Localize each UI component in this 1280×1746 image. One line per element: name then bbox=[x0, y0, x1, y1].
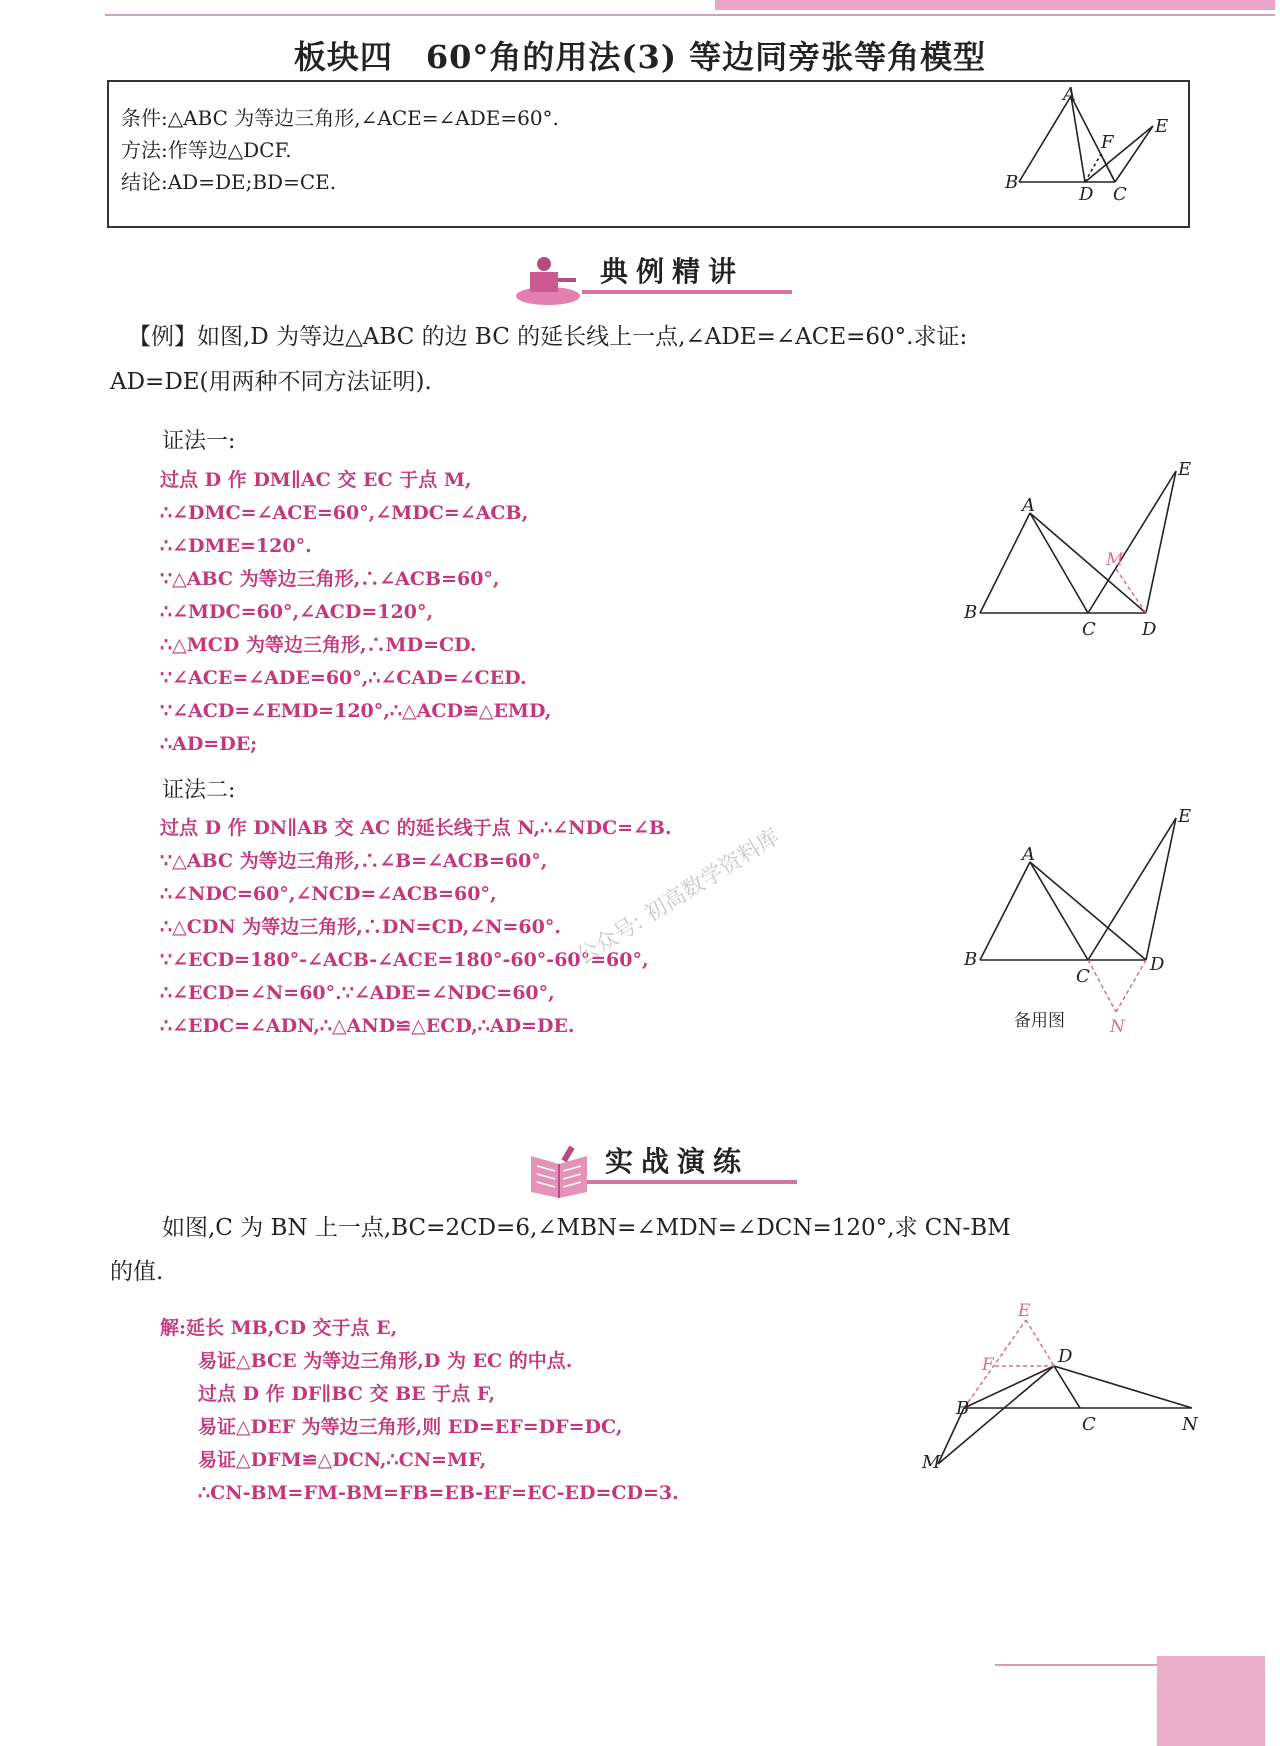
proof1-step: ∴∠DME=120°. bbox=[160, 535, 312, 557]
solution-label-m: M bbox=[922, 1452, 941, 1470]
practice-line-2: 的值. bbox=[110, 1259, 164, 1285]
summary-label-c: C bbox=[1113, 184, 1127, 205]
example-line-1: 【例】如图,D 为等边△ABC 的边 BC 的延长线上一点,∠ADE=∠ACE=60°.求证: bbox=[128, 324, 968, 350]
proof2-label-n: N bbox=[1110, 1017, 1125, 1037]
top-decor-band bbox=[105, 0, 1275, 16]
proof1-label: 证法一: bbox=[162, 429, 236, 454]
proof2-step: ∵△ABC 为等边三角形,∴∠B=∠ACB=60°, bbox=[160, 850, 548, 872]
proof1-label-b: B bbox=[964, 602, 978, 623]
proof1-label-d: D bbox=[1142, 619, 1157, 640]
teacher-desk-icon bbox=[510, 250, 590, 310]
section-title-examples: 典例精讲 bbox=[600, 255, 745, 288]
proof2-step: ∴∠ECD=∠N=60°.∵∠ADE=∠NDC=60°, bbox=[160, 982, 555, 1004]
proof1-label-c: C bbox=[1082, 619, 1096, 640]
proof2-figure-caption: 备用图 bbox=[1014, 1011, 1065, 1031]
proof1-step: ∴∠DMC=∠ACE=60°,∠MDC=∠ACB, bbox=[160, 502, 529, 524]
solution-figure bbox=[920, 1300, 1210, 1470]
section-title-practice: 实战演练 bbox=[605, 1145, 750, 1178]
proof1-figure bbox=[950, 455, 1210, 650]
book-icon bbox=[525, 1142, 595, 1200]
summary-label-a: A bbox=[1063, 86, 1076, 105]
proof1-step: ∵∠ACD=∠EMD=120°,∴△ACD≌△EMD, bbox=[160, 700, 552, 722]
summary-conditions: 条件:△ABC 为等边三角形,∠ACE=∠ADE=60°. bbox=[121, 106, 559, 130]
proof1-step: ∴AD=DE; bbox=[160, 733, 258, 755]
proof2-figure bbox=[950, 800, 1210, 1040]
summary-label-f: F bbox=[1101, 132, 1114, 153]
summary-method: 方法:作等边△DCF. bbox=[121, 138, 292, 162]
watermark: 公众号: 初高数学资料库 bbox=[572, 824, 785, 970]
model-summary-box bbox=[107, 80, 1190, 228]
solution-step: 易证△DFM≌△DCN,∴CN=MF, bbox=[198, 1449, 487, 1471]
solution-label-f: F bbox=[982, 1355, 994, 1375]
page-title: 板块四 60°角的用法(3) 等边同旁张等角模型 bbox=[293, 38, 987, 76]
proof1-label-a: A bbox=[1022, 495, 1035, 516]
solution-label-d: D bbox=[1058, 1346, 1073, 1367]
proof2-label-b: B bbox=[964, 949, 978, 970]
proof2-label-a: A bbox=[1022, 844, 1035, 865]
proof2-step: ∴△CDN 为等边三角形,∴DN=CD,∠N=60°. bbox=[160, 916, 561, 938]
proof1-step: ∵∠ACE=∠ADE=60°,∴∠CAD=∠CED. bbox=[160, 667, 527, 689]
proof2-step: 过点 D 作 DN∥AB 交 AC 的延长线于点 N,∴∠NDC=∠B. bbox=[160, 817, 672, 839]
solution-label-c: C bbox=[1082, 1414, 1096, 1435]
solution-label-e: E bbox=[1018, 1301, 1031, 1321]
proof1-step: ∴△MCD 为等边三角形,∴MD=CD. bbox=[160, 634, 477, 656]
proof2-label-c: C bbox=[1076, 966, 1090, 987]
summary-label-e: E bbox=[1155, 116, 1169, 137]
practice-line-1: 如图,C 为 BN 上一点,BC=2CD=6,∠MBN=∠MDN=∠DCN=120°,求 CN-BM bbox=[162, 1215, 1011, 1241]
summary-conclusion: 结论:AD=DE;BD=CE. bbox=[121, 170, 337, 194]
section-header-examples bbox=[510, 250, 800, 310]
proof2-step: ∴∠NDC=60°,∠NCD=∠ACB=60°, bbox=[160, 883, 497, 905]
example-line-2: AD=DE(用两种不同方法证明). bbox=[110, 369, 432, 395]
summary-label-b: B bbox=[1005, 172, 1019, 193]
solution-label-n: N bbox=[1182, 1414, 1198, 1435]
solution-step: 易证△BCE 为等边三角形,D 为 EC 的中点. bbox=[198, 1350, 573, 1372]
proof1-label-m: M bbox=[1106, 550, 1124, 570]
summary-label-d: D bbox=[1079, 184, 1094, 205]
proof1-step: 过点 D 作 DM∥AC 交 EC 于点 M, bbox=[160, 469, 472, 491]
solution-steps bbox=[160, 1312, 679, 1510]
proof2-label-d: D bbox=[1150, 954, 1165, 975]
solution-step: 过点 D 作 DF∥BC 交 BE 于点 F, bbox=[198, 1383, 496, 1405]
proof1-step: ∵△ABC 为等边三角形,∴∠ACB=60°, bbox=[160, 568, 500, 590]
proof1-label-e: E bbox=[1178, 459, 1192, 480]
proof2-step: ∴∠EDC=∠ADN,∴△AND≌△ECD,∴AD=DE. bbox=[160, 1015, 575, 1037]
proof2-label: 证法二: bbox=[162, 778, 236, 803]
solution-step: 易证△DEF 为等边三角形,则 ED=EF=DF=DC, bbox=[198, 1416, 623, 1438]
proof2-label-e: E bbox=[1178, 806, 1192, 827]
solution-step: ∴CN-BM=FM-BM=FB=EB-EF=EC-ED=CD=3. bbox=[198, 1482, 679, 1504]
proof1-steps bbox=[160, 464, 551, 761]
proof2-step: ∵∠ECD=180°-∠ACB-∠ACE=180°-60°-60°=60°, bbox=[160, 949, 649, 971]
solution-step: 解:延长 MB,CD 交于点 E, bbox=[160, 1317, 398, 1339]
proof1-step: ∴∠MDC=60°,∠ACD=120°, bbox=[160, 601, 434, 623]
solution-label-b: B bbox=[956, 1398, 970, 1419]
section-header-practice bbox=[515, 1140, 805, 1200]
summary-figure bbox=[989, 86, 1189, 226]
page-corner-tab bbox=[1157, 1656, 1265, 1746]
